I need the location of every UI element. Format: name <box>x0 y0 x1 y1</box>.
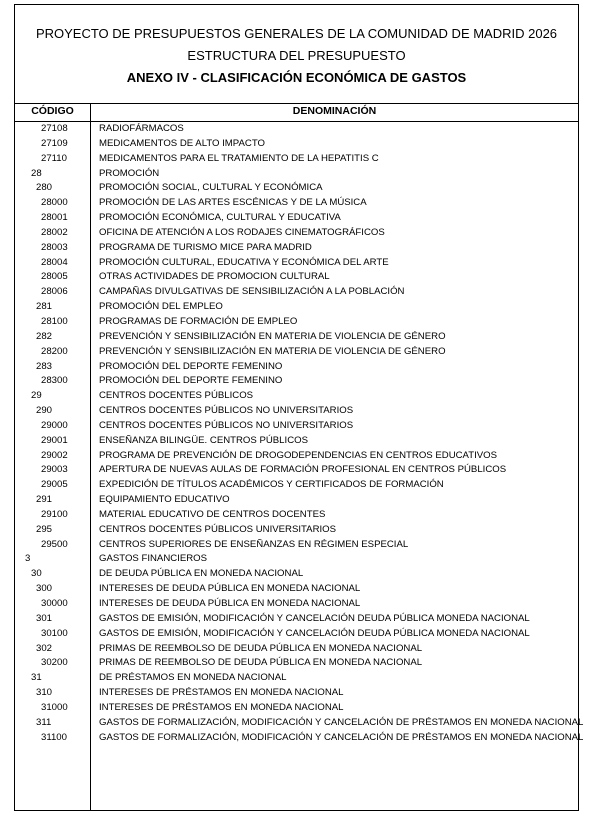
row-name: CAMPAÑAS DIVULGATIVAS DE SENSIBILIZACIÓN A LA POBLACIÓN <box>99 286 405 298</box>
row-name: PROMOCIÓN <box>99 167 160 179</box>
row-code: 300 <box>36 583 53 595</box>
table-row <box>15 300 578 315</box>
table-row <box>15 523 578 538</box>
row-name: CENTROS DOCENTES PÚBLICOS NO UNIVERSITARIOS <box>99 405 354 417</box>
table-row <box>15 241 578 256</box>
table-row <box>15 567 578 582</box>
row-name: GASTOS DE EMISIÓN, MODIFICACIÓN Y CANCELACIÓN DEUDA PÚBLICA MONEDA NACIONAL <box>99 612 530 624</box>
document-frame <box>14 4 584 811</box>
row-name: PROMOCIÓN SOCIAL, CULTURAL Y ECONÓMICA <box>99 182 323 194</box>
row-code: 28004 <box>41 256 68 268</box>
row-code: 28001 <box>41 212 68 224</box>
row-code: 301 <box>36 612 53 624</box>
row-name: CENTROS SUPERIORES DE ENSEÑANZAS EN RÉGIMEN ESPECIAL <box>99 538 409 550</box>
annex-title: ANEXO IV - CLASIFICACIÓN ECONÓMICA DE GASTOS <box>126 70 467 85</box>
table-row <box>15 374 578 389</box>
table-row <box>15 597 578 612</box>
row-name: CENTROS DOCENTES PÚBLICOS <box>99 390 254 402</box>
row-name: CENTROS DOCENTES PÚBLICOS UNIVERSITARIOS <box>99 523 337 535</box>
table-row <box>15 671 578 686</box>
row-name: PRIMAS DE REEMBOLSO DE DEUDA PÚBLICA EN MONEDA NACIONAL <box>99 642 423 654</box>
table-row <box>15 627 578 642</box>
table-row <box>15 701 578 716</box>
row-code: 3 <box>25 553 31 565</box>
table-row <box>15 656 578 671</box>
row-code: 290 <box>36 405 53 417</box>
row-code: 310 <box>36 687 53 699</box>
row-code: 302 <box>36 642 53 654</box>
row-name: INTERESES DE DEUDA PÚBLICA EN MONEDA NACIONAL <box>99 583 361 595</box>
row-name: PROGRAMA DE TURISMO MICE PARA MADRID <box>99 241 312 253</box>
row-code: 29002 <box>41 449 68 461</box>
row-code: 28000 <box>41 197 68 209</box>
row-name: GASTOS DE EMISIÓN, MODIFICACIÓN Y CANCELACIÓN DEUDA PÚBLICA MONEDA NACIONAL <box>99 627 530 639</box>
row-code: 28006 <box>41 286 68 298</box>
table-body <box>15 122 584 745</box>
table-row <box>15 256 578 271</box>
table-row <box>15 404 578 419</box>
table-row <box>15 360 578 375</box>
row-code: 295 <box>36 523 53 535</box>
table-row <box>15 731 584 746</box>
table-row <box>15 538 578 553</box>
document-subtitle: ESTRUCTURA DEL PRESUPUESTO <box>187 48 406 63</box>
row-name: PROMOCIÓN DEL DEPORTE FEMENINO <box>99 360 283 372</box>
table-row <box>15 226 578 241</box>
row-name: MATERIAL EDUCATIVO DE CENTROS DOCENTES <box>99 508 326 520</box>
column-header-name: DENOMINACIÓN <box>292 105 377 117</box>
row-name: GASTOS DE FORMALIZACIÓN, MODIFICACIÓN Y CANCELACIÓN DE PRÉSTAMOS EN MONEDA NACIONAL <box>99 716 584 728</box>
row-name: APERTURA DE NUEVAS AULAS DE FORMACIÓN PROFESIONAL EN CENTROS PÚBLICOS <box>99 464 507 476</box>
row-name: PROGRAMAS DE FORMACIÓN DE EMPLEO <box>99 315 298 327</box>
row-code: 27109 <box>41 137 68 149</box>
row-code: 27108 <box>41 123 68 134</box>
row-code: 29100 <box>41 508 68 520</box>
table-row <box>15 716 584 731</box>
row-name: PROMOCIÓN DEL EMPLEO <box>99 301 223 313</box>
table-row <box>15 285 578 300</box>
row-name: INTERESES DE DEUDA PÚBLICA EN MONEDA NACIONAL <box>99 598 361 609</box>
row-name: PROMOCIÓN DE LAS ARTES ESCÉNICAS Y DE LA MÚSICA <box>99 197 367 209</box>
row-code: 311 <box>36 716 52 728</box>
table-row <box>15 493 578 508</box>
table-row <box>15 211 578 226</box>
table-row <box>15 152 578 167</box>
row-code: 28002 <box>41 226 68 238</box>
row-name: DE PRÉSTAMOS EN MONEDA NACIONAL <box>99 672 287 684</box>
row-code: 28100 <box>41 315 68 327</box>
row-name: PRIMAS DE REEMBOLSO DE DEUDA PÚBLICA EN MONEDA NACIONAL <box>99 657 423 669</box>
row-name: OTRAS ACTIVIDADES DE PROMOCION CULTURAL <box>99 271 330 283</box>
row-name: ENSEÑANZA BILINGÜE. CENTROS PÚBLICOS <box>99 434 308 446</box>
row-name: MEDICAMENTOS DE ALTO IMPACTO <box>99 137 265 149</box>
row-code: 31 <box>31 672 42 684</box>
table-row <box>15 686 578 701</box>
row-name: PREVENCIÓN Y SENSIBILIZACIÓN EN MATERIA DE VIOLENCIA DE GÉNERO <box>99 330 446 342</box>
row-name: RADIOFÁRMACOS <box>99 123 184 134</box>
table-row <box>15 552 578 567</box>
row-code: 28 <box>31 167 42 179</box>
row-code: 31000 <box>41 701 68 713</box>
row-name: PROMOCIÓN ECONÓMICA, CULTURAL Y EDUCATIVA <box>99 212 341 224</box>
row-name: INTERESES DE PRÉSTAMOS EN MONEDA NACIONAL <box>99 687 344 699</box>
row-code: 30100 <box>41 627 68 639</box>
table-row <box>15 419 578 434</box>
row-code: 28200 <box>41 345 68 357</box>
row-code: 29001 <box>41 434 68 446</box>
column-header-code: CÓDIGO <box>31 105 74 117</box>
table-row <box>15 345 578 360</box>
row-code: 283 <box>36 360 53 372</box>
row-code: 28300 <box>41 375 68 387</box>
row-code: 30 <box>31 568 42 580</box>
table-row <box>15 389 578 404</box>
table-top-border <box>15 103 578 104</box>
row-name: GASTOS DE FORMALIZACIÓN, MODIFICACIÓN Y CANCELACIÓN DE PRÉSTAMOS EN MONEDA NACIONAL <box>99 731 584 743</box>
row-code: 30000 <box>41 598 68 609</box>
table-row <box>15 508 578 523</box>
row-code: 27110 <box>41 152 67 164</box>
row-code: 29003 <box>41 464 68 476</box>
table-row <box>15 315 578 330</box>
table-row <box>15 137 578 152</box>
row-code: 31100 <box>41 731 67 743</box>
table-row <box>15 434 578 449</box>
table-row <box>15 582 578 597</box>
row-name: EQUIPAMIENTO EDUCATIVO <box>99 494 230 506</box>
table-row <box>15 642 578 657</box>
table-row <box>15 167 578 182</box>
table-row <box>15 449 578 464</box>
row-name: PROMOCIÓN DEL DEPORTE FEMENINO <box>99 375 283 387</box>
row-name: PROGRAMA DE PREVENCIÓN DE DROGODEPENDENCIAS EN CENTROS EDUCATIVOS <box>99 449 498 461</box>
table-row <box>15 478 578 493</box>
row-name: PREVENCIÓN Y SENSIBILIZACIÓN EN MATERIA DE VIOLENCIA DE GÉNERO <box>99 345 446 357</box>
row-code: 29 <box>31 390 42 402</box>
row-code: 281 <box>36 301 53 313</box>
row-code: 29500 <box>41 538 68 550</box>
table-row <box>15 612 578 627</box>
row-name: OFICINA DE ATENCIÓN A LOS RODAJES CINEMATOGRÁFICOS <box>99 226 385 238</box>
row-code: 291 <box>36 494 53 506</box>
row-name: DE DEUDA PÚBLICA EN MONEDA NACIONAL <box>99 568 304 580</box>
table-row <box>15 122 578 137</box>
row-code: 28005 <box>41 271 68 283</box>
row-name: CENTROS DOCENTES PÚBLICOS NO UNIVERSITARIOS <box>99 419 354 431</box>
row-code: 28003 <box>41 241 68 253</box>
table-row <box>15 330 578 345</box>
row-code: 282 <box>36 330 53 342</box>
row-name: PROMOCIÓN CULTURAL, EDUCATIVA Y ECONÓMICA DEL ARTE <box>99 256 389 268</box>
table-row <box>15 463 578 478</box>
table-row <box>15 181 578 196</box>
document-title: PROYECTO DE PRESUPUESTOS GENERALES DE LA COMUNIDAD DE MADRID 2026 <box>35 26 558 41</box>
row-name: GASTOS FINANCIEROS <box>99 553 208 565</box>
row-code: 30200 <box>41 657 68 669</box>
row-name: MEDICAMENTOS PARA EL TRATAMIENTO DE LA HEPATITIS C <box>99 152 379 164</box>
row-code: 29000 <box>41 419 68 431</box>
row-name: INTERESES DE PRÉSTAMOS EN MONEDA NACIONAL <box>99 701 344 713</box>
table-row <box>15 270 578 285</box>
row-name: EXPEDICIÓN DE TÍTULOS ACADÉMICOS Y CERTIFICADOS DE FORMACIÓN <box>99 479 444 491</box>
row-code: 29005 <box>41 479 68 491</box>
row-code: 280 <box>36 182 53 194</box>
table-row <box>15 196 578 211</box>
